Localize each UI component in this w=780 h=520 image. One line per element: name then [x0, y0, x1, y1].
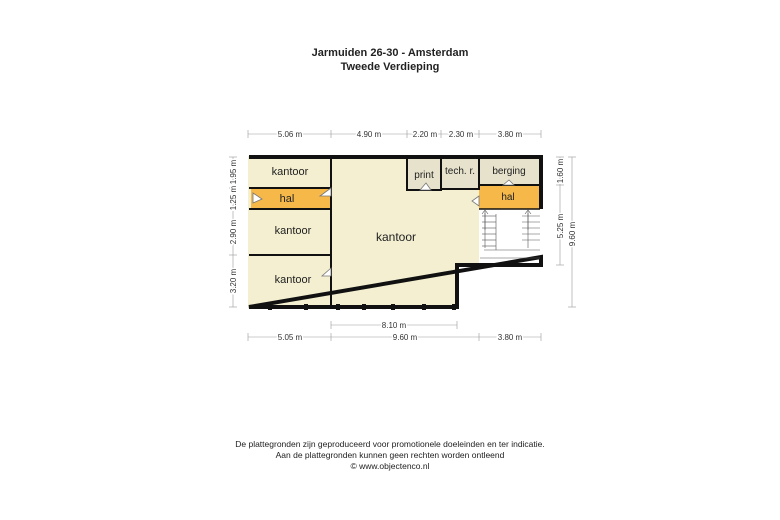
room-label-print: print	[414, 170, 434, 181]
window	[391, 304, 395, 310]
dim-bottom-1: 5.05 m	[277, 333, 303, 342]
copyright-line: © www.objectenco.nl	[350, 461, 430, 471]
room-label-kantoor-top: kantoor	[271, 166, 309, 178]
dim-left-4: 3.20 m	[229, 268, 238, 294]
dim-bottom-inner: 8.10 m	[381, 321, 407, 330]
dim-top-1: 5.06 m	[277, 130, 303, 139]
dim-left-3: 2.90 m	[229, 219, 238, 245]
dim-right-a-2: 5.25 m	[556, 213, 565, 239]
dim-right-a-1: 1.60 m	[556, 158, 565, 184]
room-label-kantoor-main: kantoor	[375, 230, 417, 244]
room-label-tech: tech. r.	[444, 166, 476, 177]
dim-bottom-3: 3.80 m	[497, 333, 523, 342]
dim-right-b: 9.60 m	[568, 221, 577, 247]
disclaimer-line-1: De plattegronden zijn geproduceerd voor promotionele doeleinden en ter indicatie.	[235, 439, 545, 449]
room-label-hal-right: hal	[501, 192, 515, 203]
room-label-hal-left: hal	[279, 193, 295, 205]
dim-top-2: 4.90 m	[356, 130, 382, 139]
room-label-kantoor-mid: kantoor	[274, 225, 312, 237]
plan-title: Jarmuiden 26-30 - Amsterdam	[311, 47, 469, 59]
window	[304, 304, 308, 310]
dim-top-4: 2.30 m	[448, 130, 474, 139]
dim-bottom-2: 9.60 m	[392, 333, 418, 342]
dim-left-2: 1.25 m	[229, 185, 238, 211]
window	[452, 304, 456, 310]
window	[336, 304, 340, 310]
window	[362, 304, 366, 310]
floor-stair-area	[479, 208, 540, 265]
room-label-berging: berging	[492, 166, 526, 177]
plan-subtitle: Tweede Verdieping	[340, 61, 440, 73]
dim-top-3: 2.20 m	[412, 130, 438, 139]
disclaimer-line-2: Aan de plattegronden kunnen geen rechten worden ontleend	[275, 450, 505, 460]
dim-top-5: 3.80 m	[497, 130, 523, 139]
dim-left-1: 1.95 m	[229, 159, 238, 185]
room-label-kantoor-bottom: kantoor	[274, 274, 312, 286]
window	[268, 304, 272, 310]
window	[422, 304, 426, 310]
